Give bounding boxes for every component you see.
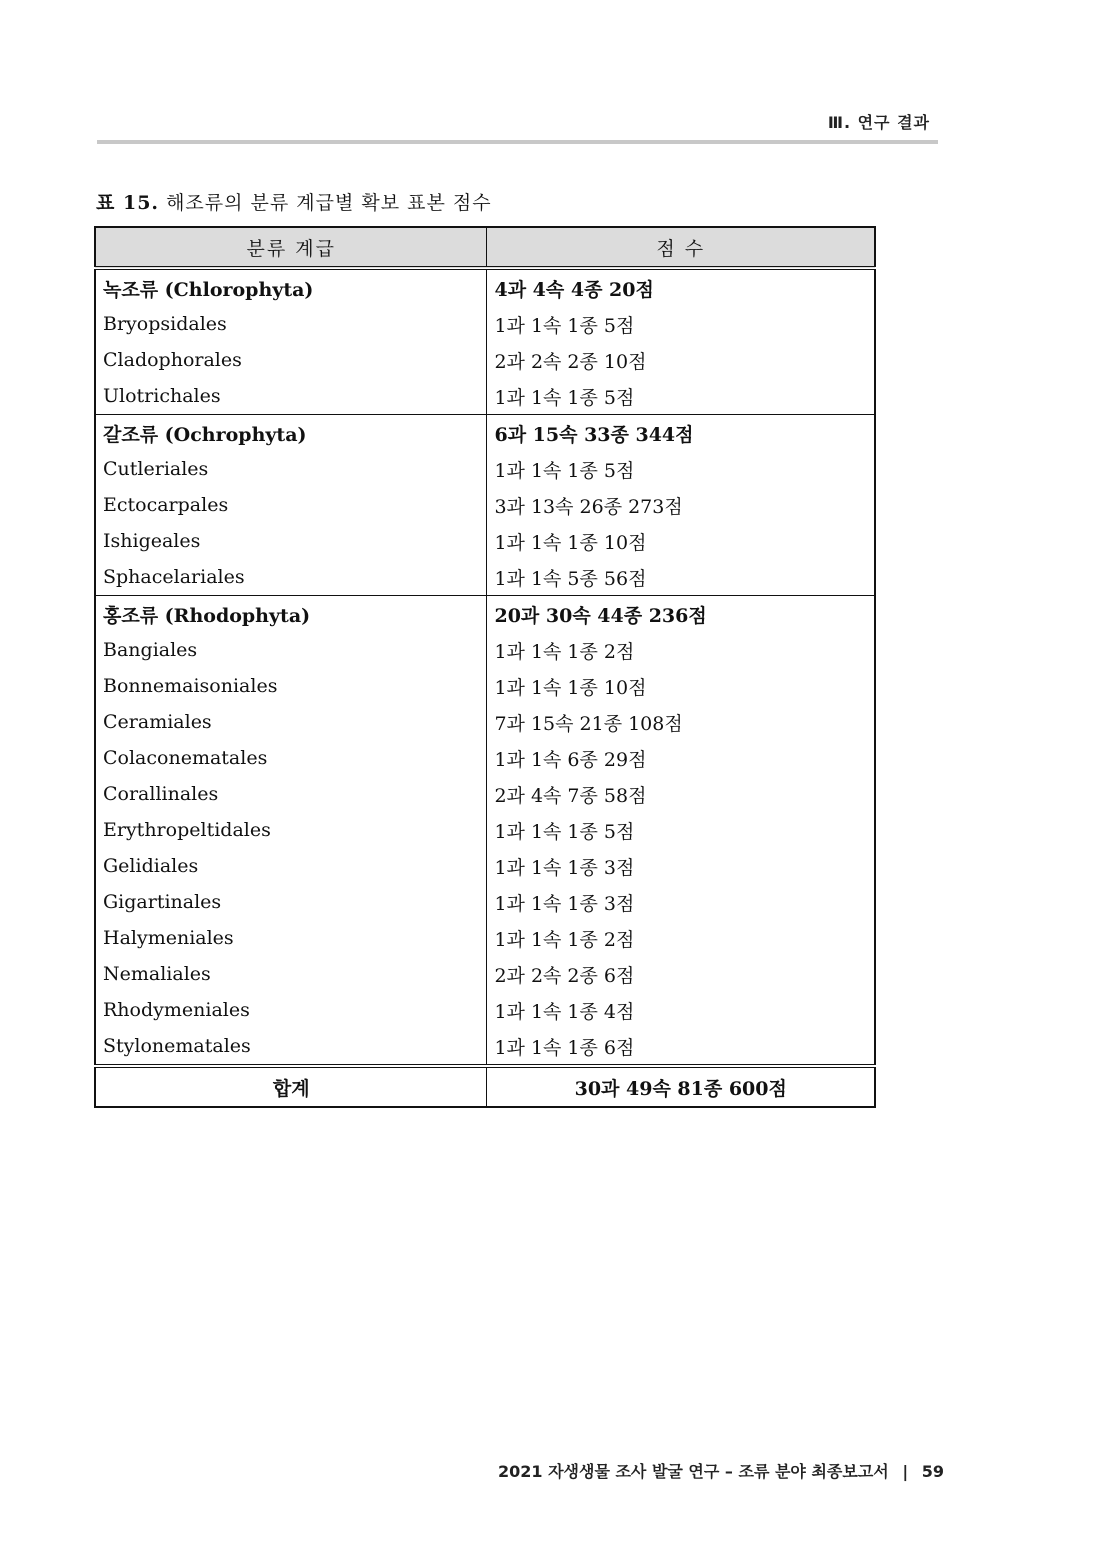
table-row — [95, 487, 875, 523]
table-row — [95, 1028, 875, 1066]
order-score: 1과 1속 1종 2점 — [487, 632, 875, 668]
table-header-row — [95, 227, 875, 268]
group-total: 20과 30속 44종 236점 — [487, 596, 875, 633]
order-score: 1과 1속 6종 29점 — [487, 740, 875, 776]
order-score: 1과 1속 1종 4점 — [487, 992, 875, 1028]
table-row — [95, 776, 875, 812]
order-score: 1과 1속 1종 10점 — [487, 523, 875, 559]
running-footer — [498, 1459, 944, 1482]
table-row — [95, 523, 875, 559]
table-row — [95, 451, 875, 487]
table-row — [95, 920, 875, 956]
table-row — [95, 812, 875, 848]
order-score: 1과 1속 1종 10점 — [487, 668, 875, 704]
order-score: 1과 1속 1종 3점 — [487, 884, 875, 920]
group-total: 6과 15속 33종 344점 — [487, 415, 875, 452]
table-row — [95, 559, 875, 596]
order-name: Rhodymeniales — [95, 992, 487, 1028]
table-body — [95, 268, 875, 1066]
order-name: Ceramiales — [95, 704, 487, 740]
group-total: 4과 4속 4종 20점 — [487, 268, 875, 306]
table-caption-title: 해조류의 분류 계급별 확보 표본 점수 — [166, 192, 492, 214]
table-row — [95, 884, 875, 920]
group-row — [95, 596, 875, 633]
table-row — [95, 704, 875, 740]
total-row — [95, 1066, 875, 1107]
running-header: Ⅲ. 연구 결과 — [827, 113, 930, 132]
table-caption — [96, 188, 492, 215]
order-name: Halymeniales — [95, 920, 487, 956]
group-name: 갈조류 (Ochrophyta) — [95, 415, 487, 452]
footer-separator: | — [902, 1462, 909, 1481]
table-row — [95, 668, 875, 704]
order-name: Ishigeales — [95, 523, 487, 559]
total-label: 합계 — [95, 1066, 487, 1107]
order-name: Bryopsidales — [95, 306, 487, 342]
table-row — [95, 632, 875, 668]
order-score: 7과 15속 21종 108점 — [487, 704, 875, 740]
table-row — [95, 378, 875, 415]
order-score: 1과 1속 5종 56점 — [487, 559, 875, 596]
order-score: 1과 1속 1종 6점 — [487, 1028, 875, 1066]
order-name: Cutleriales — [95, 451, 487, 487]
order-score: 2과 4속 7종 58점 — [487, 776, 875, 812]
order-score: 1과 1속 1종 3점 — [487, 848, 875, 884]
page-number: 59 — [921, 1462, 944, 1481]
table-row — [95, 342, 875, 378]
order-score: 1과 1속 1종 2점 — [487, 920, 875, 956]
order-name: Cladophorales — [95, 342, 487, 378]
header-rule — [97, 140, 938, 144]
order-name: Ectocarpales — [95, 487, 487, 523]
order-score: 1과 1속 1종 5점 — [487, 378, 875, 415]
footer-title: 2021 자생생물 조사 발굴 연구 – 조류 분야 최종보고서 — [497, 1462, 889, 1481]
order-score: 1과 1속 1종 5점 — [487, 812, 875, 848]
order-name: Nemaliales — [95, 956, 487, 992]
order-score: 2과 2속 2종 10점 — [487, 342, 875, 378]
order-score: 1과 1속 1종 5점 — [487, 451, 875, 487]
order-name: Corallinales — [95, 776, 487, 812]
order-name: Gigartinales — [95, 884, 487, 920]
table-row — [95, 740, 875, 776]
order-name: Gelidiales — [95, 848, 487, 884]
order-name: Bonnemaisoniales — [95, 668, 487, 704]
total-value: 30과 49속 81종 600점 — [487, 1066, 875, 1107]
order-score: 1과 1속 1종 5점 — [487, 306, 875, 342]
table-caption-label: 표 15. — [96, 192, 160, 214]
group-row — [95, 268, 875, 306]
order-score: 2과 2속 2종 6점 — [487, 956, 875, 992]
column-header-taxon: 분류 계급 — [95, 227, 487, 268]
order-name: Bangiales — [95, 632, 487, 668]
group-name: 홍조류 (Rhodophyta) — [95, 596, 487, 633]
order-name: Colaconematales — [95, 740, 487, 776]
table-row — [95, 848, 875, 884]
order-name: Sphacelariales — [95, 559, 487, 596]
table-row — [95, 306, 875, 342]
group-name: 녹조류 (Chlorophyta) — [95, 268, 487, 306]
order-score: 3과 13속 26종 273점 — [487, 487, 875, 523]
order-name: Erythropeltidales — [95, 812, 487, 848]
order-name: Ulotrichales — [95, 378, 487, 415]
column-header-score: 점 수 — [487, 227, 875, 268]
specimen-table — [94, 226, 876, 1108]
order-name: Stylonematales — [95, 1028, 487, 1066]
group-row — [95, 415, 875, 452]
table-row — [95, 956, 875, 992]
table-row — [95, 992, 875, 1028]
